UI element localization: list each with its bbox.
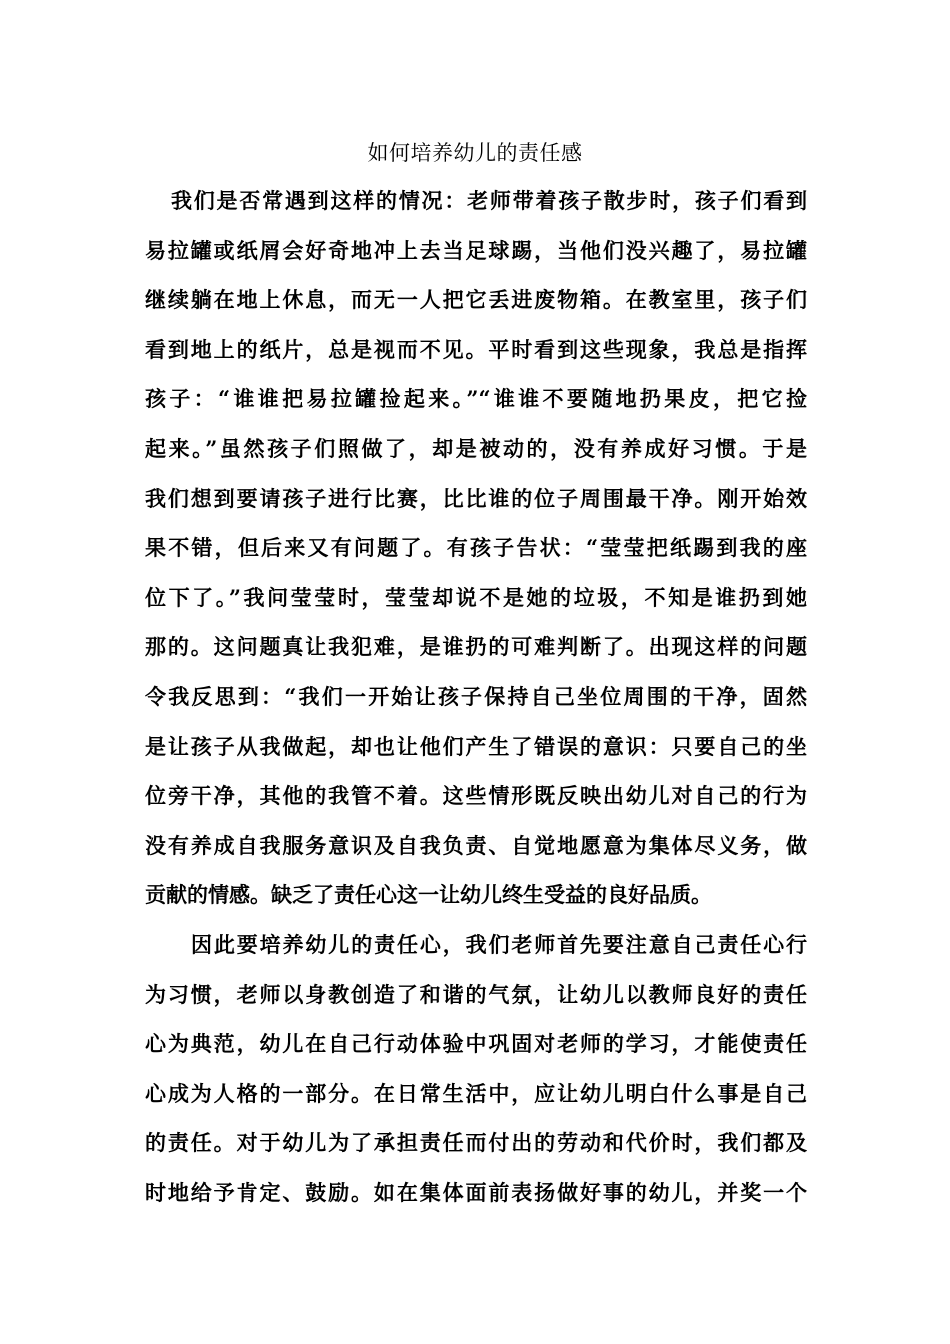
text-line: 因此要培养幼儿的责任心，我们老师首先要注意自己责任心行 xyxy=(191,931,807,957)
text-line: 贡献的情感。缺乏了责任心这一让幼儿终生受益的良好品质。 xyxy=(145,882,712,908)
text-line: 为习惯，老师以身教创造了和谐的气氛，让幼儿以教师良好的责任 xyxy=(145,981,807,1007)
text-line: 位旁干净，其他的我管不着。这些情形既反映出幼儿对自己的行为 xyxy=(145,783,807,809)
text-line: 位下了。”我问莹莹时，莹莹却说不是她的垃圾，不知是谁扔到她 xyxy=(145,584,807,610)
text-line: 没有养成自我服务意识及自我负责、自觉地愿意为集体尽义务，做 xyxy=(145,832,807,858)
paragraph-1 xyxy=(145,188,807,932)
text-line: 心成为人格的一部分。在日常生活中，应让幼儿明白什么事是自己 xyxy=(145,1080,807,1106)
paragraph-2 xyxy=(145,932,807,1230)
text-line: 易拉罐或纸屑会好奇地冲上去当足球踢，当他们没兴趣了，易拉罐 xyxy=(145,237,807,263)
document-body xyxy=(145,188,807,1229)
text-line: 继续躺在地上休息，而无一人把它丢进废物箱。在教室里，孩子们 xyxy=(145,287,807,313)
text-line: 看到地上的纸片，总是视而不见。平时看到这些现象，我总是指挥 xyxy=(145,336,807,362)
text-line: 令我反思到：“我们一开始让孩子保持自己坐位周围的干净，固然 xyxy=(145,683,807,709)
text-line: 我们想到要请孩子进行比赛，比比谁的位子周围最干净。刚开始效 xyxy=(145,485,807,511)
text-line: 是让孩子从我做起，却也让他们产生了错误的意识：只要自己的坐 xyxy=(145,733,807,759)
text-line: 起来。”虽然孩子们照做了，却是被动的，没有养成好习惯。于是 xyxy=(145,435,807,461)
text-line: 孩子：“谁谁把易拉罐捡起来。”“谁谁不要随地扔果皮，把它捡 xyxy=(145,386,807,412)
document-title: 如何培养幼儿的责任感 xyxy=(367,141,583,165)
text-line: 果不错，但后来又有问题了。有孩子告状：“莹莹把纸踢到我的座 xyxy=(145,535,807,561)
text-line: 时地给予肯定、鼓励。如在集体面前表扬做好事的幼儿，并奖一个 xyxy=(145,1179,807,1205)
text-line: 心为典范，幼儿在自己行动体验中巩固对老师的学习，才能使责任 xyxy=(145,1031,807,1057)
text-line: 那的。这问题真让我犯难，是谁扔的可难判断了。出现这样的问题 xyxy=(145,634,807,660)
text-line: 我们是否常遇到这样的情况：老师带着孩子散步时，孩子们看到 xyxy=(171,188,807,213)
text-line: 的责任。对于幼儿为了承担责任而付出的劳动和代价时，我们都及 xyxy=(145,1130,807,1156)
